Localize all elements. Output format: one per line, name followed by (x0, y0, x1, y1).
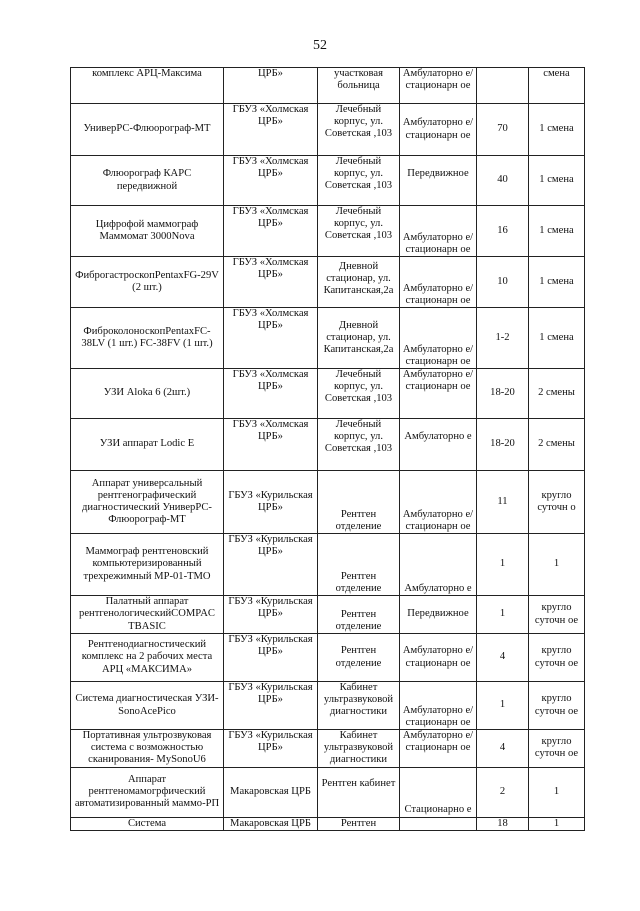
equipment-name: УЗИ Aloka 6 (2шт.) (71, 369, 224, 419)
quantity (477, 68, 529, 104)
organization: ГБУЗ «Курильская ЦРБ» (224, 634, 318, 682)
shift: 1 (529, 817, 585, 830)
shift: 1 смена (529, 104, 585, 156)
table-row (71, 308, 585, 369)
organization: ГБУЗ «Холмская ЦРБ» (224, 104, 318, 156)
service-type: Передвижное (400, 596, 477, 634)
location: Кабинет ультразвуковой диагностики (318, 682, 400, 730)
page-number: 52 (313, 38, 327, 53)
organization: ГБУЗ «Холмская ЦРБ» (224, 257, 318, 308)
organization: ГБУЗ «Курильская ЦРБ» (224, 596, 318, 634)
location: Лечебный корпус, ул. Советская ,103 (318, 369, 400, 419)
shift: кругло суточн о (529, 471, 585, 534)
quantity: 2 (477, 767, 529, 817)
service-type: Передвижное (400, 156, 477, 206)
quantity: 10 (477, 257, 529, 308)
location: Лечебный корпус, ул. Советская ,103 (318, 206, 400, 257)
equipment-name: Флюорограф КАРС передвижной (71, 156, 224, 206)
service-type: Амбулаторно е/стационарн ое (400, 730, 477, 768)
equipment-name: Аппарат универсальный рентгенографический диагностический УниверРС-Флюорограф-МТ (71, 471, 224, 534)
table-row (71, 156, 585, 206)
table-row (71, 369, 585, 419)
quantity: 16 (477, 206, 529, 257)
service-type: Амбулаторно е (400, 419, 477, 471)
shift: смена (529, 68, 585, 104)
location: Рентген отделение (318, 596, 400, 634)
service-type: Амбулаторно е (400, 534, 477, 596)
service-type: Амбулаторно е/стационарн ое (400, 68, 477, 104)
organization: Макаровская ЦРБ (224, 817, 318, 830)
quantity: 11 (477, 471, 529, 534)
organization: ГБУЗ «Курильская ЦРБ» (224, 471, 318, 534)
location: Рентген (318, 817, 400, 830)
table-row (71, 534, 585, 596)
equipment-name: ФиброколоноскопPentaxFC-38LV (1 шт.) FC-38FV (1 шт.) (71, 308, 224, 369)
equipment-table (70, 67, 585, 831)
equipment-name: Рентгенодиагностический комплекс на 2 рабочих места АРЦ «МАКСИМА» (71, 634, 224, 682)
service-type (400, 817, 477, 830)
location: Рентген отделение (318, 634, 400, 682)
equipment-name: Аппарат рентгеномамогрфический автоматизированный маммо-РП (71, 767, 224, 817)
equipment-name: Цифрофой маммограф Маммомат 3000Nova (71, 206, 224, 257)
quantity: 4 (477, 634, 529, 682)
equipment-name: Система диагностическая УЗИ-SonoAcePico (71, 682, 224, 730)
table-row (71, 419, 585, 471)
shift: кругло суточн ое (529, 634, 585, 682)
location: Лечебный корпус, ул. Советская ,103 (318, 156, 400, 206)
shift: 2 смены (529, 369, 585, 419)
quantity: 40 (477, 156, 529, 206)
quantity: 1 (477, 534, 529, 596)
equipment-name: Палатный аппарат рентгенологическийCOMPAC TBASIC (71, 596, 224, 634)
quantity: 18-20 (477, 369, 529, 419)
location: Дневной стационар, ул. Капитанская,2а (318, 257, 400, 308)
equipment-name: Портативная ультрозвуковая система с возможностью сканирования- MySonoU6 (71, 730, 224, 768)
quantity: 1 (477, 596, 529, 634)
organization: ГБУЗ «Холмская ЦРБ» (224, 369, 318, 419)
table-row (71, 817, 585, 830)
table-row (71, 767, 585, 817)
table-row (71, 104, 585, 156)
location: Рентген отделение (318, 471, 400, 534)
service-type: Амбулаторно е/стационарн ое (400, 104, 477, 156)
organization: ГБУЗ «Курильская ЦРБ» (224, 682, 318, 730)
table-row (71, 596, 585, 634)
equipment-name: комплекс АРЦ-Максима (71, 68, 224, 104)
quantity: 70 (477, 104, 529, 156)
location: Рентген кабинет (318, 767, 400, 817)
quantity: 4 (477, 730, 529, 768)
service-type: Амбулаторно е/стационарн ое (400, 471, 477, 534)
service-type: Амбулаторно е/стационарн ое (400, 206, 477, 257)
service-type: Стационарно е (400, 767, 477, 817)
location: участковая больница (318, 68, 400, 104)
location: Кабинет ультразвуковой диагностики (318, 730, 400, 768)
equipment-name: ФиброгастроскопPentaxFG-29V (2 шт.) (71, 257, 224, 308)
organization: ЦРБ» (224, 68, 318, 104)
location: Дневной стационар, ул. Капитанская,2а (318, 308, 400, 369)
table-row (71, 634, 585, 682)
table-row (71, 206, 585, 257)
organization: ГБУЗ «Холмская ЦРБ» (224, 419, 318, 471)
shift: кругло суточн ое (529, 596, 585, 634)
quantity: 18-20 (477, 419, 529, 471)
table-row (71, 257, 585, 308)
organization: ГБУЗ «Курильская ЦРБ» (224, 534, 318, 596)
location: Рентген отделение (318, 534, 400, 596)
organization: ГБУЗ «Курильская ЦРБ» (224, 730, 318, 768)
table-row (71, 471, 585, 534)
table-row (71, 68, 585, 104)
equipment-name: УниверРС-Флюорограф-МТ (71, 104, 224, 156)
shift: 1 (529, 767, 585, 817)
service-type: Амбулаторно е/стационарн ое (400, 634, 477, 682)
shift: 1 (529, 534, 585, 596)
service-type: Амбулаторно е/стационарн ое (400, 257, 477, 308)
shift: кругло суточн ое (529, 682, 585, 730)
table-row (71, 682, 585, 730)
shift: 1 смена (529, 257, 585, 308)
location: Лечебный корпус, ул. Советская ,103 (318, 104, 400, 156)
shift: 2 смены (529, 419, 585, 471)
service-type: Амбулаторно е/стационарн ое (400, 369, 477, 419)
organization: Макаровская ЦРБ (224, 767, 318, 817)
service-type: Амбулаторно е/стационарн ое (400, 308, 477, 369)
service-type: Амбулаторно е/стационарн ое (400, 682, 477, 730)
shift: 1 смена (529, 308, 585, 369)
equipment-name: Система (71, 817, 224, 830)
equipment-name: УЗИ аппарат Lodic E (71, 419, 224, 471)
equipment-name: Маммограф рентгеновский компьютеризированный трехрежимный МР-01-ТМО (71, 534, 224, 596)
quantity: 18 (477, 817, 529, 830)
organization: ГБУЗ «Холмская ЦРБ» (224, 156, 318, 206)
shift: 1 смена (529, 156, 585, 206)
shift: 1 смена (529, 206, 585, 257)
table-row (71, 730, 585, 768)
organization: ГБУЗ «Холмская ЦРБ» (224, 308, 318, 369)
organization: ГБУЗ «Холмская ЦРБ» (224, 206, 318, 257)
quantity: 1-2 (477, 308, 529, 369)
location: Лечебный корпус, ул. Советская ,103 (318, 419, 400, 471)
shift: кругло суточн ое (529, 730, 585, 768)
quantity: 1 (477, 682, 529, 730)
